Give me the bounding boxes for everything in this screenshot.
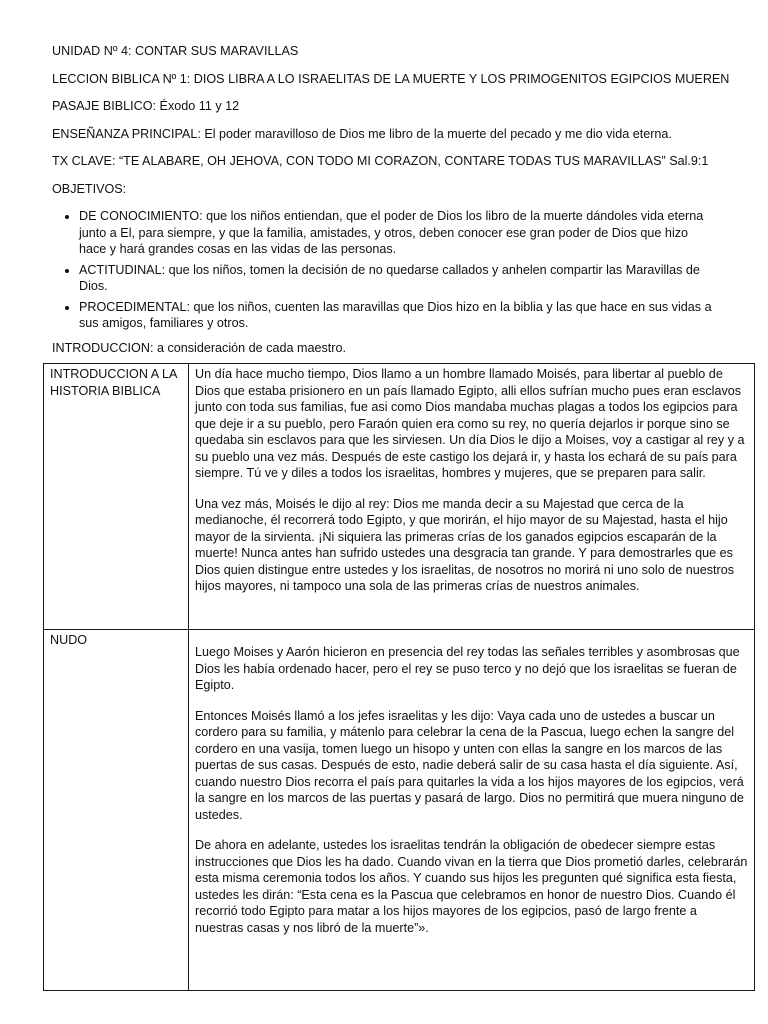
lesson-title: LECCION BIBLICA Nº 1: DIOS LIBRA A LO ISRAELITAS DE LA MUERTE Y LOS PRIMOGENITOS EGIPCIOS MUEREN: [52, 71, 730, 86]
table-row: [44, 630, 755, 991]
row-content-intro: [189, 364, 755, 630]
table-row: [44, 364, 755, 630]
nudo-paragraph: Entonces Moisés llamó a los jefes israelitas y les dijo: Vaya cada uno de ustedes a buscar un cordero para su familia, y mátenlo para celebrar la cena de la Pascua, luego echen la sangre del cordero en una vasija, tomen luego un hisopo y unten con ellas la sangre en los marcos de las puertas de sus casas. Después de esto, nadie deberá salir de su casa hasta el día siguiente. Así, cuando nuestro Dios recorra el país para quitarles la vida a los hijos mayores de los egipcios, verá la sangre en los marcos de las puertas y pasará de largo. Dios no permitirá que muera ninguno de ustedes.: [195, 708, 744, 822]
main-teaching: ENSEÑANZA PRINCIPAL: El poder maravilloso de Dios me libro de la muerte del pecado y me dio vida eterna.: [52, 126, 672, 141]
row-label-nudo: NUDO: [44, 630, 189, 991]
objective-attitudinal: • ACTITUDINAL: que los niños, tomen la decisión de no quedarse callados y anhelen compartir las Maravillas de Dios.: [79, 262, 716, 295]
unit-title: UNIDAD Nº 4: CONTAR SUS MARAVILLAS: [52, 44, 299, 58]
nudo-paragraph: De ahora en adelante, ustedes los israelitas tendrán la obligación de obedecer siempre estas instrucciones que Dios les ha dado. Cuando vivan en la tierra que Dios prometió darles, celebrarán esta misma ceremonia todos los años. Y cuando sus hijos les pregunten qué significa esta fiesta, ustedes les dirán: “Esta cena es la Pascua que celebramos en honor de nuestro Dios. Cuando él recorrió todo Egipto para matar a los hijos mayores de los egipcios, pasó de largo frente a nuestras casas y nos libró de la muerte”».: [195, 838, 748, 935]
objective-procedural: • PROCEDIMENTAL: que los niños, cuenten las maravillas que Dios hizo en la biblia y las que hace en sus vidas a sus amigos, familiares y otros.: [79, 299, 716, 332]
row-label-intro: INTRODUCCION A LA HISTORIA BIBLICA: [44, 364, 189, 630]
lesson-table: [43, 363, 755, 991]
objectives-title: OBJETIVOS:: [52, 181, 127, 196]
intro-paragraph: Un día hace mucho tiempo, Dios llamo a un hombre llamado Moisés, para libertar al pueblo de Dios que estaba prisionero en un país llamado Egipto, alli ellos sufrían mucho pues eran esclavos junto con toda sus familias, fue asi como Dios mandaba muchas plagas a todos los egipcios para que deje ir a su pueblo, pero Faraón quien era como su rey, no quería dejarlos ir porque sino se quedaba sin esclavos para que les sirviesen. Un día Dios le dijo a Moises, voy a castigar al rey y a su pueblo una vez más. Después de este castigo los dejará ir, y hasta los echará de su país para siempre. Tú ve y diles a todos los israelitas, hombres y mujeres, que se preparen para salir.: [195, 367, 745, 480]
objective-knowledge: • DE CONOCIMIENTO: que los niños entiendan, que el poder de Dios los libro de la muerte dándoles vida eterna junto a El, para siempre, y que la familia, amistades, y otros, deben conocer ese gran poder de Dios que hizo hace y hará grandes cosas en las vidas de las personas.: [79, 208, 716, 258]
intro-paragraph: Una vez más, Moisés le dijo al rey: Dios me manda decir a su Majestad que cerca de la medianoche, él recorrerá todo Egipto, y que morirán, el hijo mayor de su Majestad, hasta el hijo mayor de la sirvienta. ¡Ni siquiera las primeras crías de los ganados egipcios escaparán de la muerte! Nunca antes han sufrido ustedes una desgracia tan grande. Y para demostrarles que es Dios quien distingue entre ustedes y los israelitas, de nosotros no morirá ni uno solo de nuestros hijos mayores, ni tampoco una sola de las primeras crías de nuestros animales.: [195, 496, 735, 593]
row-content-nudo: [189, 630, 755, 991]
introduction-note: INTRODUCCION: a consideración de cada maestro.: [52, 340, 346, 355]
bible-passage: PASAJE BIBLICO: Éxodo 11 y 12: [52, 99, 240, 113]
key-text: TX CLAVE: “TE ALABARE, OH JEHOVA, CON TODO MI CORAZON, CONTARE TODAS TUS MARAVILLAS” Sal.9:1: [52, 154, 709, 168]
objectives-list: [52, 208, 716, 332]
nudo-paragraph: Luego Moises y Aarón hicieron en presencia del rey todas las señales terribles y asombrosas que Dios les había ordenado hacer, pero el rey se puso terco y no dejó que los israelitas se fueran de Egipto.: [195, 645, 740, 692]
